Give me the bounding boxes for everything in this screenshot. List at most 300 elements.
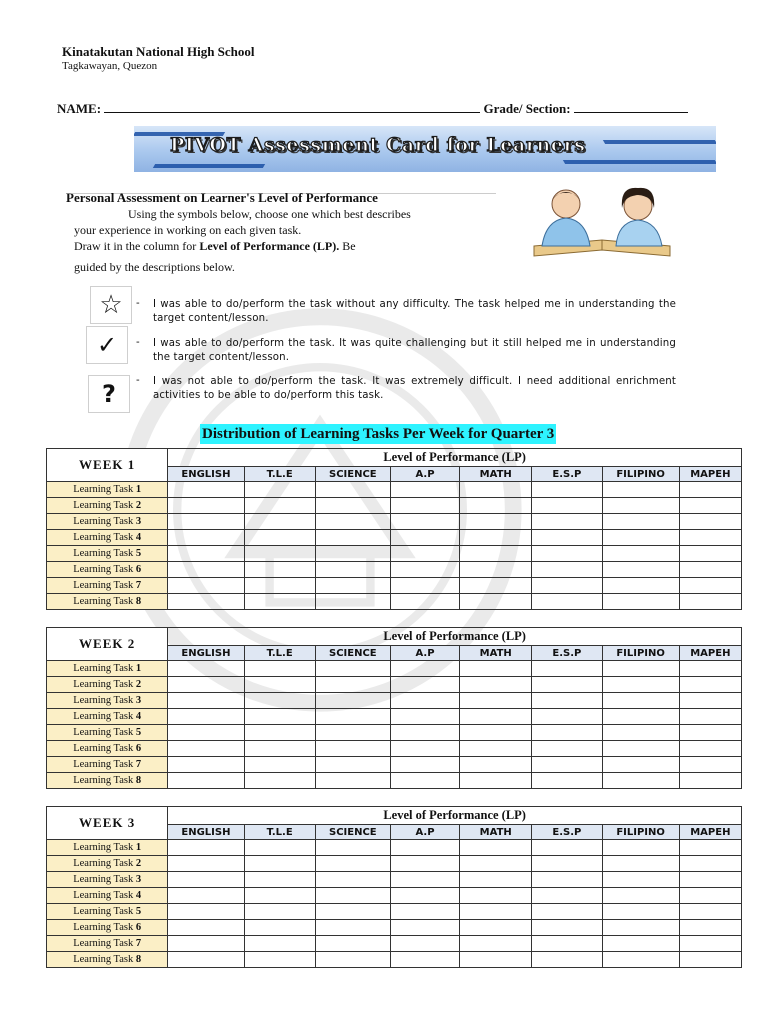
lp-entry-cell[interactable]	[390, 757, 459, 773]
subject-header: SCIENCE	[315, 646, 390, 661]
lp-entry-cell[interactable]	[602, 661, 679, 677]
learning-task-label	[47, 840, 168, 856]
task-label-text: Learning Task	[73, 580, 134, 591]
lp-entry-cell[interactable]	[532, 498, 602, 514]
task-number: 1	[135, 842, 142, 853]
lp-entry-cell[interactable]	[390, 872, 459, 888]
lp-entry-cell[interactable]	[460, 709, 532, 725]
table-row	[47, 725, 742, 741]
lp-entry-cell[interactable]	[315, 856, 390, 872]
symbol-description-star: I was able to do/perform the task without any difficulty. The task helped me in understanding the target content/lesson.	[153, 299, 676, 324]
lp-entry-cell[interactable]	[390, 725, 459, 741]
task-number: 2	[135, 858, 142, 869]
task-label-text: Learning Task	[73, 858, 134, 869]
lp-entry-cell[interactable]	[390, 936, 459, 952]
lp-entry-cell[interactable]	[532, 693, 602, 709]
lp-entry-cell[interactable]	[532, 773, 602, 789]
lp-entry-cell[interactable]	[168, 693, 244, 709]
lp-entry-cell[interactable]	[679, 904, 741, 920]
lp-entry-cell[interactable]	[602, 546, 679, 562]
lp-entry-cell[interactable]	[390, 594, 459, 610]
lp-entry-cell[interactable]	[602, 514, 679, 530]
week-label: WEEK 1	[47, 449, 168, 482]
assessment-title: Personal Assessment on Learner's Level of Performance	[66, 190, 378, 205]
table-row	[47, 709, 742, 725]
lp-entry-cell[interactable]	[244, 498, 315, 514]
lp-entry-cell[interactable]	[168, 482, 244, 498]
table-row	[47, 514, 742, 530]
lp-entry-cell[interactable]	[532, 741, 602, 757]
lp-entry-cell[interactable]	[168, 677, 244, 693]
lp-entry-cell[interactable]	[602, 693, 679, 709]
lp-entry-cell[interactable]	[602, 562, 679, 578]
banner-title: PIVOT Assessment Card for Learners	[170, 134, 586, 156]
lp-entry-cell[interactable]	[315, 920, 390, 936]
table-row	[47, 677, 742, 693]
lp-entry-cell[interactable]	[532, 709, 602, 725]
task-label-text: Learning Task	[73, 548, 134, 559]
question-icon: ?	[88, 375, 130, 413]
lp-entry-cell[interactable]	[532, 856, 602, 872]
lp-entry-cell[interactable]	[460, 936, 532, 952]
lp-entry-cell[interactable]	[168, 741, 244, 757]
lp-entry-cell[interactable]	[168, 904, 244, 920]
learning-task-label	[47, 773, 168, 789]
lp-entry-cell[interactable]	[244, 482, 315, 498]
lp-entry-cell[interactable]	[168, 856, 244, 872]
subject-header: MAPEH	[679, 646, 741, 661]
lp-entry-cell[interactable]	[244, 693, 315, 709]
lp-entry-cell[interactable]	[390, 709, 459, 725]
lp-entry-cell[interactable]	[532, 530, 602, 546]
task-number: 3	[135, 695, 142, 706]
subject-header: E.S.P	[532, 825, 602, 840]
lp-entry-cell[interactable]	[679, 482, 741, 498]
lp-entry-cell[interactable]	[602, 872, 679, 888]
lp-entry-cell[interactable]	[602, 773, 679, 789]
learning-task-label	[47, 709, 168, 725]
lp-entry-cell[interactable]	[532, 482, 602, 498]
lp-entry-cell[interactable]	[315, 594, 390, 610]
lp-entry-cell[interactable]	[460, 840, 532, 856]
lp-entry-cell[interactable]	[460, 904, 532, 920]
lp-header: Level of Performance (LP)	[168, 628, 742, 646]
lp-entry-cell[interactable]	[168, 888, 244, 904]
assessment-card-banner	[134, 126, 716, 172]
lp-entry-cell[interactable]	[390, 562, 459, 578]
subject-header: FILIPINO	[602, 825, 679, 840]
lp-entry-cell[interactable]	[679, 741, 741, 757]
lp-entry-cell[interactable]	[460, 677, 532, 693]
lp-entry-cell[interactable]	[532, 920, 602, 936]
school-address: Tagkawayan, Quezon	[62, 60, 158, 72]
lp-entry-cell[interactable]	[532, 888, 602, 904]
task-label-text: Learning Task	[73, 516, 134, 527]
table-row	[47, 594, 742, 610]
subject-header: T.L.E	[244, 646, 315, 661]
lp-entry-cell[interactable]	[679, 661, 741, 677]
task-label-text: Learning Task	[73, 484, 134, 495]
lp-entry-cell[interactable]	[532, 677, 602, 693]
subject-header: T.L.E	[244, 825, 315, 840]
lp-entry-cell[interactable]	[679, 546, 741, 562]
subject-header: FILIPINO	[602, 467, 679, 482]
lp-entry-cell[interactable]	[390, 952, 459, 968]
lp-entry-cell[interactable]	[460, 482, 532, 498]
lp-entry-cell[interactable]	[244, 594, 315, 610]
lp-entry-cell[interactable]	[679, 773, 741, 789]
task-label-text: Learning Task	[73, 596, 134, 607]
lp-entry-cell[interactable]	[532, 546, 602, 562]
task-number: 4	[135, 711, 142, 722]
lp-entry-cell[interactable]	[602, 936, 679, 952]
task-number: 7	[135, 938, 142, 949]
lp-entry-cell[interactable]	[390, 904, 459, 920]
lp-entry-cell[interactable]	[390, 693, 459, 709]
lp-entry-cell[interactable]	[315, 661, 390, 677]
lp-entry-cell[interactable]	[168, 578, 244, 594]
lp-entry-cell[interactable]	[244, 936, 315, 952]
task-label-text: Learning Task	[73, 759, 134, 770]
subject-header: SCIENCE	[315, 825, 390, 840]
lp-entry-cell[interactable]	[168, 773, 244, 789]
learning-task-label	[47, 757, 168, 773]
lp-entry-cell[interactable]	[244, 677, 315, 693]
lp-entry-cell[interactable]	[460, 530, 532, 546]
task-number: 2	[135, 679, 142, 690]
table-row	[47, 840, 742, 856]
symbol-dash: -	[136, 375, 140, 386]
lp-entry-cell[interactable]	[679, 872, 741, 888]
lp-entry-cell[interactable]	[460, 693, 532, 709]
task-label-text: Learning Task	[73, 564, 134, 575]
lp-entry-cell[interactable]	[315, 546, 390, 562]
lp-entry-cell[interactable]	[679, 920, 741, 936]
learning-task-label	[47, 677, 168, 693]
lp-entry-cell[interactable]	[679, 725, 741, 741]
lp-entry-cell[interactable]	[679, 952, 741, 968]
lp-entry-cell[interactable]	[532, 562, 602, 578]
lp-entry-cell[interactable]	[244, 725, 315, 741]
lp-entry-cell[interactable]	[315, 952, 390, 968]
lp-entry-cell[interactable]	[460, 872, 532, 888]
lp-entry-cell[interactable]	[168, 594, 244, 610]
week-3-table	[46, 806, 742, 968]
task-number: 4	[135, 890, 142, 901]
lp-entry-cell[interactable]	[315, 514, 390, 530]
lp-entry-cell[interactable]	[532, 872, 602, 888]
lp-entry-cell[interactable]	[679, 757, 741, 773]
lp-entry-cell[interactable]	[679, 693, 741, 709]
lp-entry-cell[interactable]	[532, 661, 602, 677]
learning-task-label	[47, 546, 168, 562]
lp-entry-cell[interactable]	[679, 840, 741, 856]
lp-entry-cell[interactable]	[679, 562, 741, 578]
lp-entry-cell[interactable]	[168, 514, 244, 530]
lp-entry-cell[interactable]	[390, 840, 459, 856]
lp-entry-cell[interactable]	[244, 578, 315, 594]
lp-entry-cell[interactable]	[244, 920, 315, 936]
lp-entry-cell[interactable]	[532, 594, 602, 610]
lp-entry-cell[interactable]	[244, 840, 315, 856]
lp-entry-cell[interactable]	[602, 920, 679, 936]
task-label-text: Learning Task	[73, 874, 134, 885]
lp-entry-cell[interactable]	[315, 498, 390, 514]
lp-entry-cell[interactable]	[315, 872, 390, 888]
lp-entry-cell[interactable]	[679, 709, 741, 725]
table-row	[47, 661, 742, 677]
lp-entry-cell[interactable]	[244, 741, 315, 757]
lp-entry-cell[interactable]	[390, 661, 459, 677]
lp-entry-cell[interactable]	[460, 952, 532, 968]
learning-task-label	[47, 562, 168, 578]
lp-entry-cell[interactable]	[168, 920, 244, 936]
lp-entry-cell[interactable]	[602, 482, 679, 498]
lp-entry-cell[interactable]	[168, 546, 244, 562]
lp-entry-cell[interactable]	[460, 661, 532, 677]
lp-entry-cell[interactable]	[168, 530, 244, 546]
lp-entry-cell[interactable]	[244, 773, 315, 789]
lp-entry-cell[interactable]	[390, 578, 459, 594]
star-icon: ☆	[90, 286, 132, 324]
lp-entry-cell[interactable]	[168, 936, 244, 952]
lp-entry-cell[interactable]	[244, 757, 315, 773]
lp-entry-cell[interactable]	[315, 530, 390, 546]
lp-entry-cell[interactable]	[390, 773, 459, 789]
lp-entry-cell[interactable]	[602, 840, 679, 856]
table-row	[47, 757, 742, 773]
task-label-text: Learning Task	[73, 922, 134, 933]
lp-entry-cell[interactable]	[532, 904, 602, 920]
learning-task-label	[47, 952, 168, 968]
lp-entry-cell[interactable]	[460, 725, 532, 741]
task-label-text: Learning Task	[73, 743, 134, 754]
lp-entry-cell[interactable]	[315, 562, 390, 578]
subject-header: MATH	[460, 467, 532, 482]
lp-entry-cell[interactable]	[168, 562, 244, 578]
task-number: 1	[135, 484, 142, 495]
lp-entry-cell[interactable]	[390, 482, 459, 498]
subject-header: MAPEH	[679, 467, 741, 482]
lp-entry-cell[interactable]	[390, 888, 459, 904]
subject-header: ENGLISH	[168, 825, 244, 840]
lp-entry-cell[interactable]	[315, 677, 390, 693]
lp-entry-cell[interactable]	[679, 888, 741, 904]
task-label-text: Learning Task	[73, 775, 134, 786]
lp-entry-cell[interactable]	[168, 498, 244, 514]
lp-entry-cell[interactable]	[532, 725, 602, 741]
task-label-text: Learning Task	[73, 727, 134, 738]
instruction-bold: Level of Performance (LP).	[199, 239, 340, 253]
lp-entry-cell[interactable]	[602, 725, 679, 741]
lp-entry-cell[interactable]	[244, 856, 315, 872]
lp-entry-cell[interactable]	[602, 578, 679, 594]
lp-entry-cell[interactable]	[315, 888, 390, 904]
check-icon: ✓	[86, 326, 128, 364]
lp-entry-cell[interactable]	[460, 498, 532, 514]
lp-entry-cell[interactable]	[460, 546, 532, 562]
lp-entry-cell[interactable]	[168, 661, 244, 677]
lp-entry-cell[interactable]	[602, 594, 679, 610]
lp-entry-cell[interactable]	[168, 725, 244, 741]
lp-entry-cell[interactable]	[532, 952, 602, 968]
lp-entry-cell[interactable]	[602, 856, 679, 872]
table-row	[47, 578, 742, 594]
lp-entry-cell[interactable]	[390, 498, 459, 514]
task-number: 7	[135, 580, 142, 591]
lp-entry-cell[interactable]	[679, 936, 741, 952]
lp-entry-cell[interactable]	[244, 888, 315, 904]
learning-task-label	[47, 856, 168, 872]
lp-entry-cell[interactable]	[315, 725, 390, 741]
lp-entry-cell[interactable]	[244, 562, 315, 578]
lp-entry-cell[interactable]	[315, 741, 390, 757]
lp-entry-cell[interactable]	[460, 757, 532, 773]
task-label-text: Learning Task	[73, 711, 134, 722]
learning-task-label	[47, 725, 168, 741]
subject-header: A.P	[390, 825, 459, 840]
lp-entry-cell[interactable]	[390, 677, 459, 693]
lp-entry-cell[interactable]	[679, 856, 741, 872]
lp-entry-cell[interactable]	[244, 709, 315, 725]
learning-task-label	[47, 936, 168, 952]
lp-entry-cell[interactable]	[602, 888, 679, 904]
lp-entry-cell[interactable]	[460, 594, 532, 610]
subject-header: T.L.E	[244, 467, 315, 482]
lp-entry-cell[interactable]	[168, 872, 244, 888]
subject-header: ENGLISH	[168, 646, 244, 661]
table-row	[47, 773, 742, 789]
lp-entry-cell[interactable]	[679, 677, 741, 693]
lp-entry-cell[interactable]	[244, 661, 315, 677]
lp-entry-cell[interactable]	[602, 741, 679, 757]
lp-entry-cell[interactable]	[460, 856, 532, 872]
lp-entry-cell[interactable]	[244, 546, 315, 562]
task-number: 8	[135, 954, 142, 965]
lp-entry-cell[interactable]	[390, 920, 459, 936]
lp-entry-cell[interactable]	[460, 920, 532, 936]
task-number: 5	[135, 548, 142, 559]
task-label-text: Learning Task	[73, 842, 134, 853]
table-row	[47, 952, 742, 968]
subject-header: A.P	[390, 646, 459, 661]
lp-entry-cell[interactable]	[315, 578, 390, 594]
task-label-text: Learning Task	[73, 695, 134, 706]
task-number: 8	[135, 596, 142, 607]
lp-entry-cell[interactable]	[460, 888, 532, 904]
lp-header: Level of Performance (LP)	[168, 807, 742, 825]
lp-entry-cell[interactable]	[532, 840, 602, 856]
lp-entry-cell[interactable]	[602, 677, 679, 693]
symbol-description-check: I was able to do/perform the task. It was quite challenging but it still helped me in understanding the target content/lesson.	[153, 338, 676, 363]
lp-entry-cell[interactable]	[602, 904, 679, 920]
lp-entry-cell[interactable]	[532, 578, 602, 594]
lp-entry-cell[interactable]	[244, 904, 315, 920]
lp-entry-cell[interactable]	[390, 514, 459, 530]
task-number: 4	[135, 532, 142, 543]
subject-header: ENGLISH	[168, 467, 244, 482]
lp-entry-cell[interactable]	[168, 757, 244, 773]
task-label-text: Learning Task	[73, 679, 134, 690]
lp-entry-cell[interactable]	[390, 856, 459, 872]
learning-task-label	[47, 693, 168, 709]
lp-entry-cell[interactable]	[244, 530, 315, 546]
lp-entry-cell[interactable]	[679, 578, 741, 594]
lp-entry-cell[interactable]	[602, 709, 679, 725]
lp-entry-cell[interactable]	[602, 498, 679, 514]
assessment-instructions: Using the symbols below, choose one which best describes your experience in working on each given task.	[74, 207, 411, 237]
subject-header: E.S.P	[532, 467, 602, 482]
lp-entry-cell[interactable]	[460, 578, 532, 594]
learning-task-label	[47, 904, 168, 920]
lp-entry-cell[interactable]	[460, 562, 532, 578]
lp-entry-cell[interactable]	[460, 741, 532, 757]
lp-entry-cell[interactable]	[168, 709, 244, 725]
lp-entry-cell[interactable]	[315, 693, 390, 709]
lp-entry-cell[interactable]	[602, 952, 679, 968]
table-row	[47, 498, 742, 514]
lp-entry-cell[interactable]	[532, 757, 602, 773]
lp-entry-cell[interactable]	[244, 952, 315, 968]
task-number: 3	[135, 874, 142, 885]
table-row	[47, 530, 742, 546]
table-row	[47, 888, 742, 904]
lp-entry-cell[interactable]	[390, 546, 459, 562]
subject-header: SCIENCE	[315, 467, 390, 482]
task-number: 8	[135, 775, 142, 786]
week-label: WEEK 3	[47, 807, 168, 840]
lp-header: Level of Performance (LP)	[168, 449, 742, 467]
lp-entry-cell[interactable]	[315, 709, 390, 725]
lp-entry-cell[interactable]	[532, 514, 602, 530]
learning-task-label	[47, 872, 168, 888]
task-number: 5	[135, 906, 142, 917]
lp-entry-cell[interactable]	[602, 757, 679, 773]
lp-entry-cell[interactable]	[315, 936, 390, 952]
name-blank[interactable]	[104, 102, 480, 113]
task-label-text: Learning Task	[73, 500, 134, 511]
lp-entry-cell[interactable]	[168, 952, 244, 968]
lp-entry-cell[interactable]	[315, 757, 390, 773]
symbol-dash: -	[136, 298, 140, 309]
lp-entry-cell[interactable]	[679, 530, 741, 546]
lp-entry-cell[interactable]	[679, 498, 741, 514]
lp-entry-cell[interactable]	[244, 514, 315, 530]
lp-entry-cell[interactable]	[168, 840, 244, 856]
lp-entry-cell[interactable]	[460, 773, 532, 789]
lp-entry-cell[interactable]	[244, 872, 315, 888]
lp-entry-cell[interactable]	[532, 936, 602, 952]
lp-entry-cell[interactable]	[679, 594, 741, 610]
subject-header: E.S.P	[532, 646, 602, 661]
learning-task-label	[47, 594, 168, 610]
week-1-table	[46, 448, 742, 610]
lp-entry-cell[interactable]	[390, 530, 459, 546]
subject-header: MATH	[460, 825, 532, 840]
table-row	[47, 904, 742, 920]
lp-entry-cell[interactable]	[315, 773, 390, 789]
lp-entry-cell[interactable]	[315, 482, 390, 498]
lp-entry-cell[interactable]	[315, 904, 390, 920]
lp-entry-cell[interactable]	[390, 741, 459, 757]
learning-task-label	[47, 498, 168, 514]
lp-entry-cell[interactable]	[315, 840, 390, 856]
lp-entry-cell[interactable]	[679, 514, 741, 530]
lp-entry-cell[interactable]	[602, 530, 679, 546]
learning-task-label	[47, 530, 168, 546]
grade-section-blank[interactable]	[574, 102, 688, 113]
lp-entry-cell[interactable]	[460, 514, 532, 530]
